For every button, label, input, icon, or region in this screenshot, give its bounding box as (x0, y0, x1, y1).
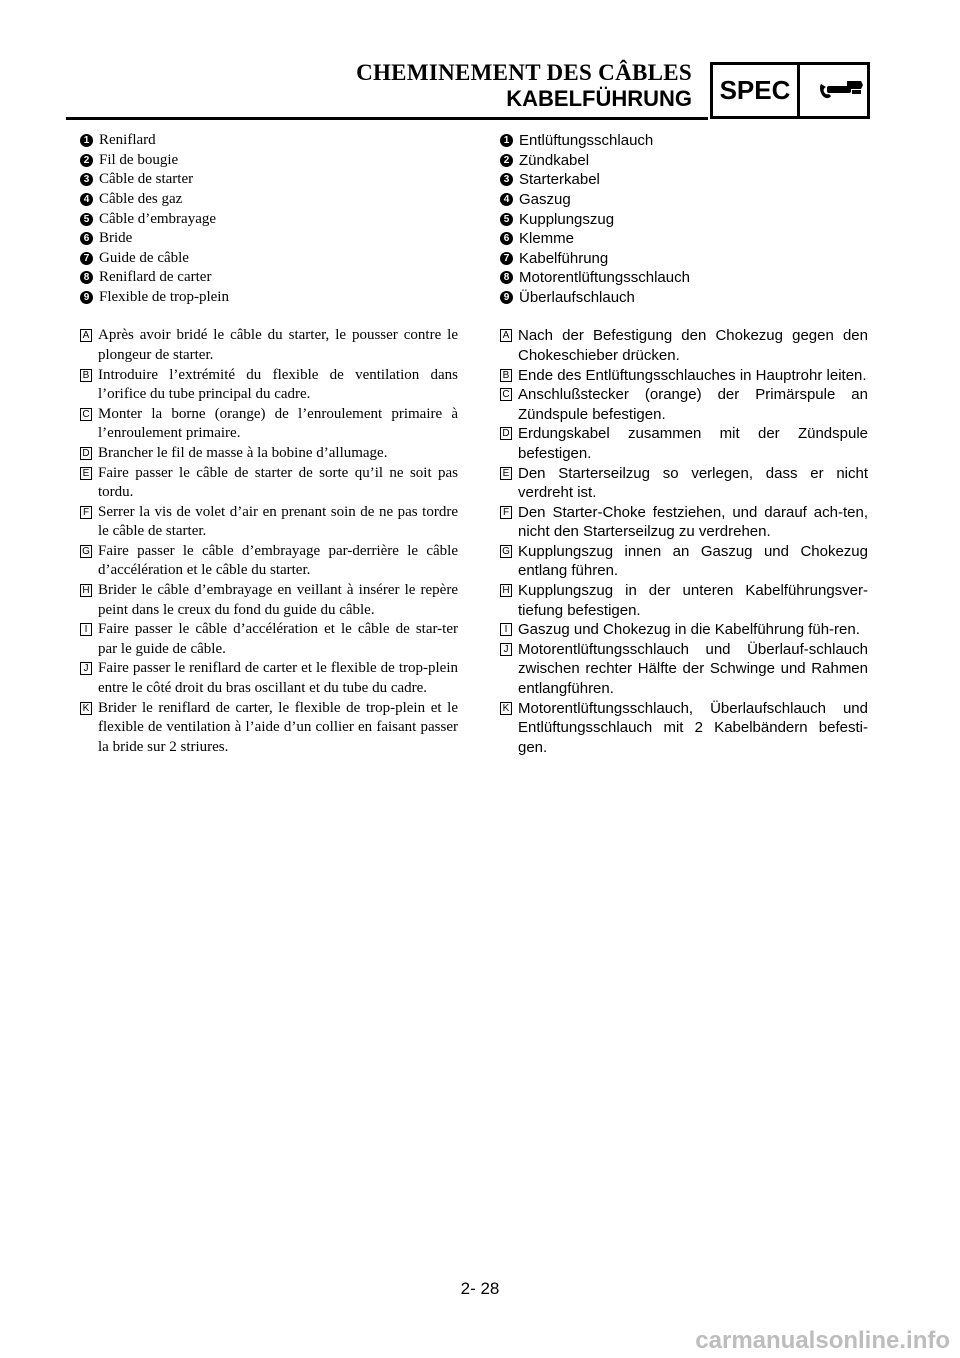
lettered-item (80, 581, 458, 620)
item-letter-badge: D (80, 447, 92, 460)
numbered-item (80, 170, 458, 190)
item-text: Brancher le fil de masse à la bobine d’allumage. (98, 444, 388, 461)
item-number-badge: 5 (500, 213, 513, 226)
item-text: Den Starter-Choke festziehen, und darauf ach-ten, nicht den Starterseilzug zu verdrehen. (518, 503, 868, 541)
item-text: Faire passer le reniflard de carter et le flexible de trop-plein entre le côté droit du bras oscillant et du tube du cadre. (98, 660, 458, 697)
item-text: Kupplungszug innen an Gaszug und Chokezug entlang führen. (518, 542, 868, 580)
item-text: Câble des gaz (99, 191, 183, 208)
numbered-item (80, 131, 458, 151)
item-number-badge: 9 (80, 291, 93, 304)
lettered-item (80, 444, 458, 464)
item-number-badge: 7 (80, 252, 93, 265)
numbered-list-de (500, 131, 868, 307)
header-title-fr: CHEMINEMENT DES CÂBLES (356, 60, 692, 85)
item-number-badge: 1 (80, 134, 93, 147)
item-text: Motorentlüftungsschlauch, Überlaufschlauch und Entlüftungsschlauch mit 2 Kabelbändern befesti-gen. (518, 699, 868, 756)
numbered-item (500, 268, 868, 288)
item-number-badge: 6 (500, 232, 513, 245)
item-number-badge: 1 (500, 134, 513, 147)
item-text: Brider le câble d’embrayage en veillant à insérer le repère peint dans le creux du fond du guide du câble. (98, 582, 458, 618)
item-text: Introduire l’extrémité du flexible de ventilation dans l’orifice du tube principal du cadre. (98, 366, 458, 403)
lettered-item (500, 699, 868, 758)
item-letter-badge: K (80, 702, 92, 715)
item-letter-badge: G (80, 545, 92, 558)
item-letter-badge: E (80, 467, 92, 480)
column-fr (80, 131, 458, 757)
item-letter-badge: G (500, 545, 512, 558)
item-text: Guide de câble (99, 249, 189, 266)
page-number: 2- 28 (460, 1279, 500, 1298)
item-text: Câble de starter (99, 171, 194, 188)
wrench-icon (817, 77, 865, 103)
lettered-list-fr (80, 326, 458, 757)
numbered-item (80, 229, 458, 249)
item-letter-badge: F (500, 506, 512, 519)
item-text: Serrer la vis de volet d’air en prenant soin de ne pas tordre le câble de starter. (98, 503, 458, 540)
item-letter-badge: C (500, 388, 512, 401)
lettered-item (80, 326, 458, 365)
item-text: Reniflard (99, 132, 156, 149)
item-number-badge: 6 (80, 232, 93, 245)
item-text: Flexible de trop-plein (99, 289, 229, 306)
item-letter-badge: I (80, 623, 92, 636)
item-letter-badge: J (500, 643, 512, 656)
item-letter-badge: F (80, 506, 92, 519)
item-number-badge: 2 (500, 154, 513, 167)
item-number-badge: 8 (500, 271, 513, 284)
lettered-item (500, 542, 868, 581)
item-letter-badge: A (80, 329, 92, 342)
item-text: Motorentlüftungsschlauch und Überlauf-schlauch zwischen rechter Hälfte der Schwinge und Rahmen entlangführen. (518, 640, 868, 698)
item-text: Bride (99, 230, 133, 247)
item-number-badge: 7 (500, 252, 513, 265)
header-rule (66, 117, 708, 120)
item-letter-badge: B (80, 369, 92, 382)
item-text: Überlaufschlauch (519, 289, 635, 307)
item-text: Entlüftungsschlauch (519, 132, 654, 150)
item-letter-badge: C (80, 408, 92, 421)
item-number-badge: 2 (80, 154, 93, 167)
lettered-item (80, 464, 458, 503)
item-text: Monter la borne (orange) de l’enroulement primaire à l’enroulement primaire. (98, 405, 458, 442)
item-number-badge: 5 (80, 213, 93, 226)
item-letter-badge: A (500, 329, 512, 342)
item-letter-badge: D (500, 427, 512, 440)
item-number-badge: 9 (500, 291, 513, 304)
numbered-item (500, 229, 868, 249)
item-text: Kupplungszug (519, 210, 615, 228)
numbered-item (80, 249, 458, 269)
item-text: Nach der Befestigung den Chokezug gegen den Chokeschieber drücken. (518, 327, 868, 364)
numbered-list-fr (80, 131, 458, 307)
item-text: Den Starterseilzug so verlegen, dass er nicht verdreht ist. (518, 464, 868, 502)
item-letter-badge: J (80, 662, 92, 675)
lettered-item (500, 326, 868, 365)
numbered-item (80, 288, 458, 308)
item-number-badge: 4 (500, 193, 513, 206)
lettered-item (500, 424, 868, 463)
item-number-badge: 8 (80, 271, 93, 284)
spec-box (710, 62, 870, 119)
item-text: Motorentlüftungsschlauch (519, 269, 690, 287)
lettered-item (500, 385, 868, 424)
numbered-item (500, 190, 868, 210)
numbered-item (80, 151, 458, 171)
lettered-item (80, 699, 458, 758)
header-title-de: KABELFÜHRUNG (506, 86, 692, 111)
item-letter-badge: H (80, 584, 92, 597)
lettered-item (500, 366, 868, 386)
item-text: Après avoir bridé le câble du starter, le pousser contre le plongeur de starter. (98, 327, 458, 363)
item-text: Faire passer le câble d’accélération et le câble de star-ter par le guide de câble. (98, 621, 458, 657)
item-letter-badge: I (500, 623, 512, 636)
item-text: Kabelführung (519, 249, 609, 267)
item-text: Fil de bougie (99, 151, 179, 168)
item-text: Klemme (519, 230, 575, 248)
numbered-item (500, 288, 868, 308)
numbered-item (80, 209, 458, 229)
spec-divider (797, 65, 800, 116)
item-text: Kupplungszug in der unteren Kabelführungsver-tiefung befestigen. (518, 582, 868, 619)
watermark: carmanualsonline.info (695, 1327, 950, 1354)
item-letter-badge: K (500, 702, 512, 715)
numbered-item (500, 209, 868, 229)
item-text: Zündkabel (519, 151, 590, 169)
item-text: Gaszug und Chokezug in die Kabelführung füh-ren. (518, 621, 860, 639)
numbered-item (500, 151, 868, 171)
numbered-item (80, 268, 458, 288)
lettered-item (500, 620, 868, 640)
item-text: Reniflard de carter (99, 269, 212, 286)
item-text: Ende des Entlüftungsschlauches in Hauptrohr leiten. (518, 366, 867, 384)
lettered-item (80, 620, 458, 659)
item-number-badge: 3 (80, 173, 93, 186)
lettered-item (80, 659, 458, 698)
item-text: Erdungskabel zusammen mit der Zündspule befestigen. (518, 425, 868, 462)
item-letter-badge: E (500, 467, 512, 480)
lettered-item (500, 503, 868, 542)
item-text: Faire passer le câble d’embrayage par-derrière le câble d’accélération et le câble du starter. (98, 542, 458, 579)
item-number-badge: 4 (80, 193, 93, 206)
column-de (500, 131, 868, 757)
spec-label: SPEC (719, 75, 791, 105)
lettered-item (500, 640, 868, 699)
numbered-item (80, 190, 458, 210)
item-text: Faire passer le câble de starter de sorte qu’il ne soit pas tordu. (98, 464, 458, 501)
item-letter-badge: B (500, 369, 512, 382)
numbered-item (500, 131, 868, 151)
lettered-item (80, 405, 458, 444)
item-number-badge: 3 (500, 173, 513, 186)
numbered-item (500, 249, 868, 269)
item-text: Starterkabel (519, 171, 600, 189)
lettered-list-de (500, 326, 868, 757)
item-text: Câble d’embrayage (99, 210, 217, 227)
lettered-item (500, 464, 868, 503)
item-text: Gaszug (519, 191, 571, 209)
lettered-item (80, 366, 458, 405)
numbered-item (500, 170, 868, 190)
item-letter-badge: H (500, 584, 512, 597)
lettered-item (80, 503, 458, 542)
lettered-item (80, 542, 458, 581)
item-text: Anschlußstecker (orange) der Primärspule an Zündspule befestigen. (518, 386, 868, 423)
item-text: Brider le reniflard de carter, le flexible de trop-plein et le flexible de ventilation à l’aide d’un collier en faisant passer la bride sur 2 striures. (98, 699, 458, 755)
lettered-item (500, 581, 868, 620)
